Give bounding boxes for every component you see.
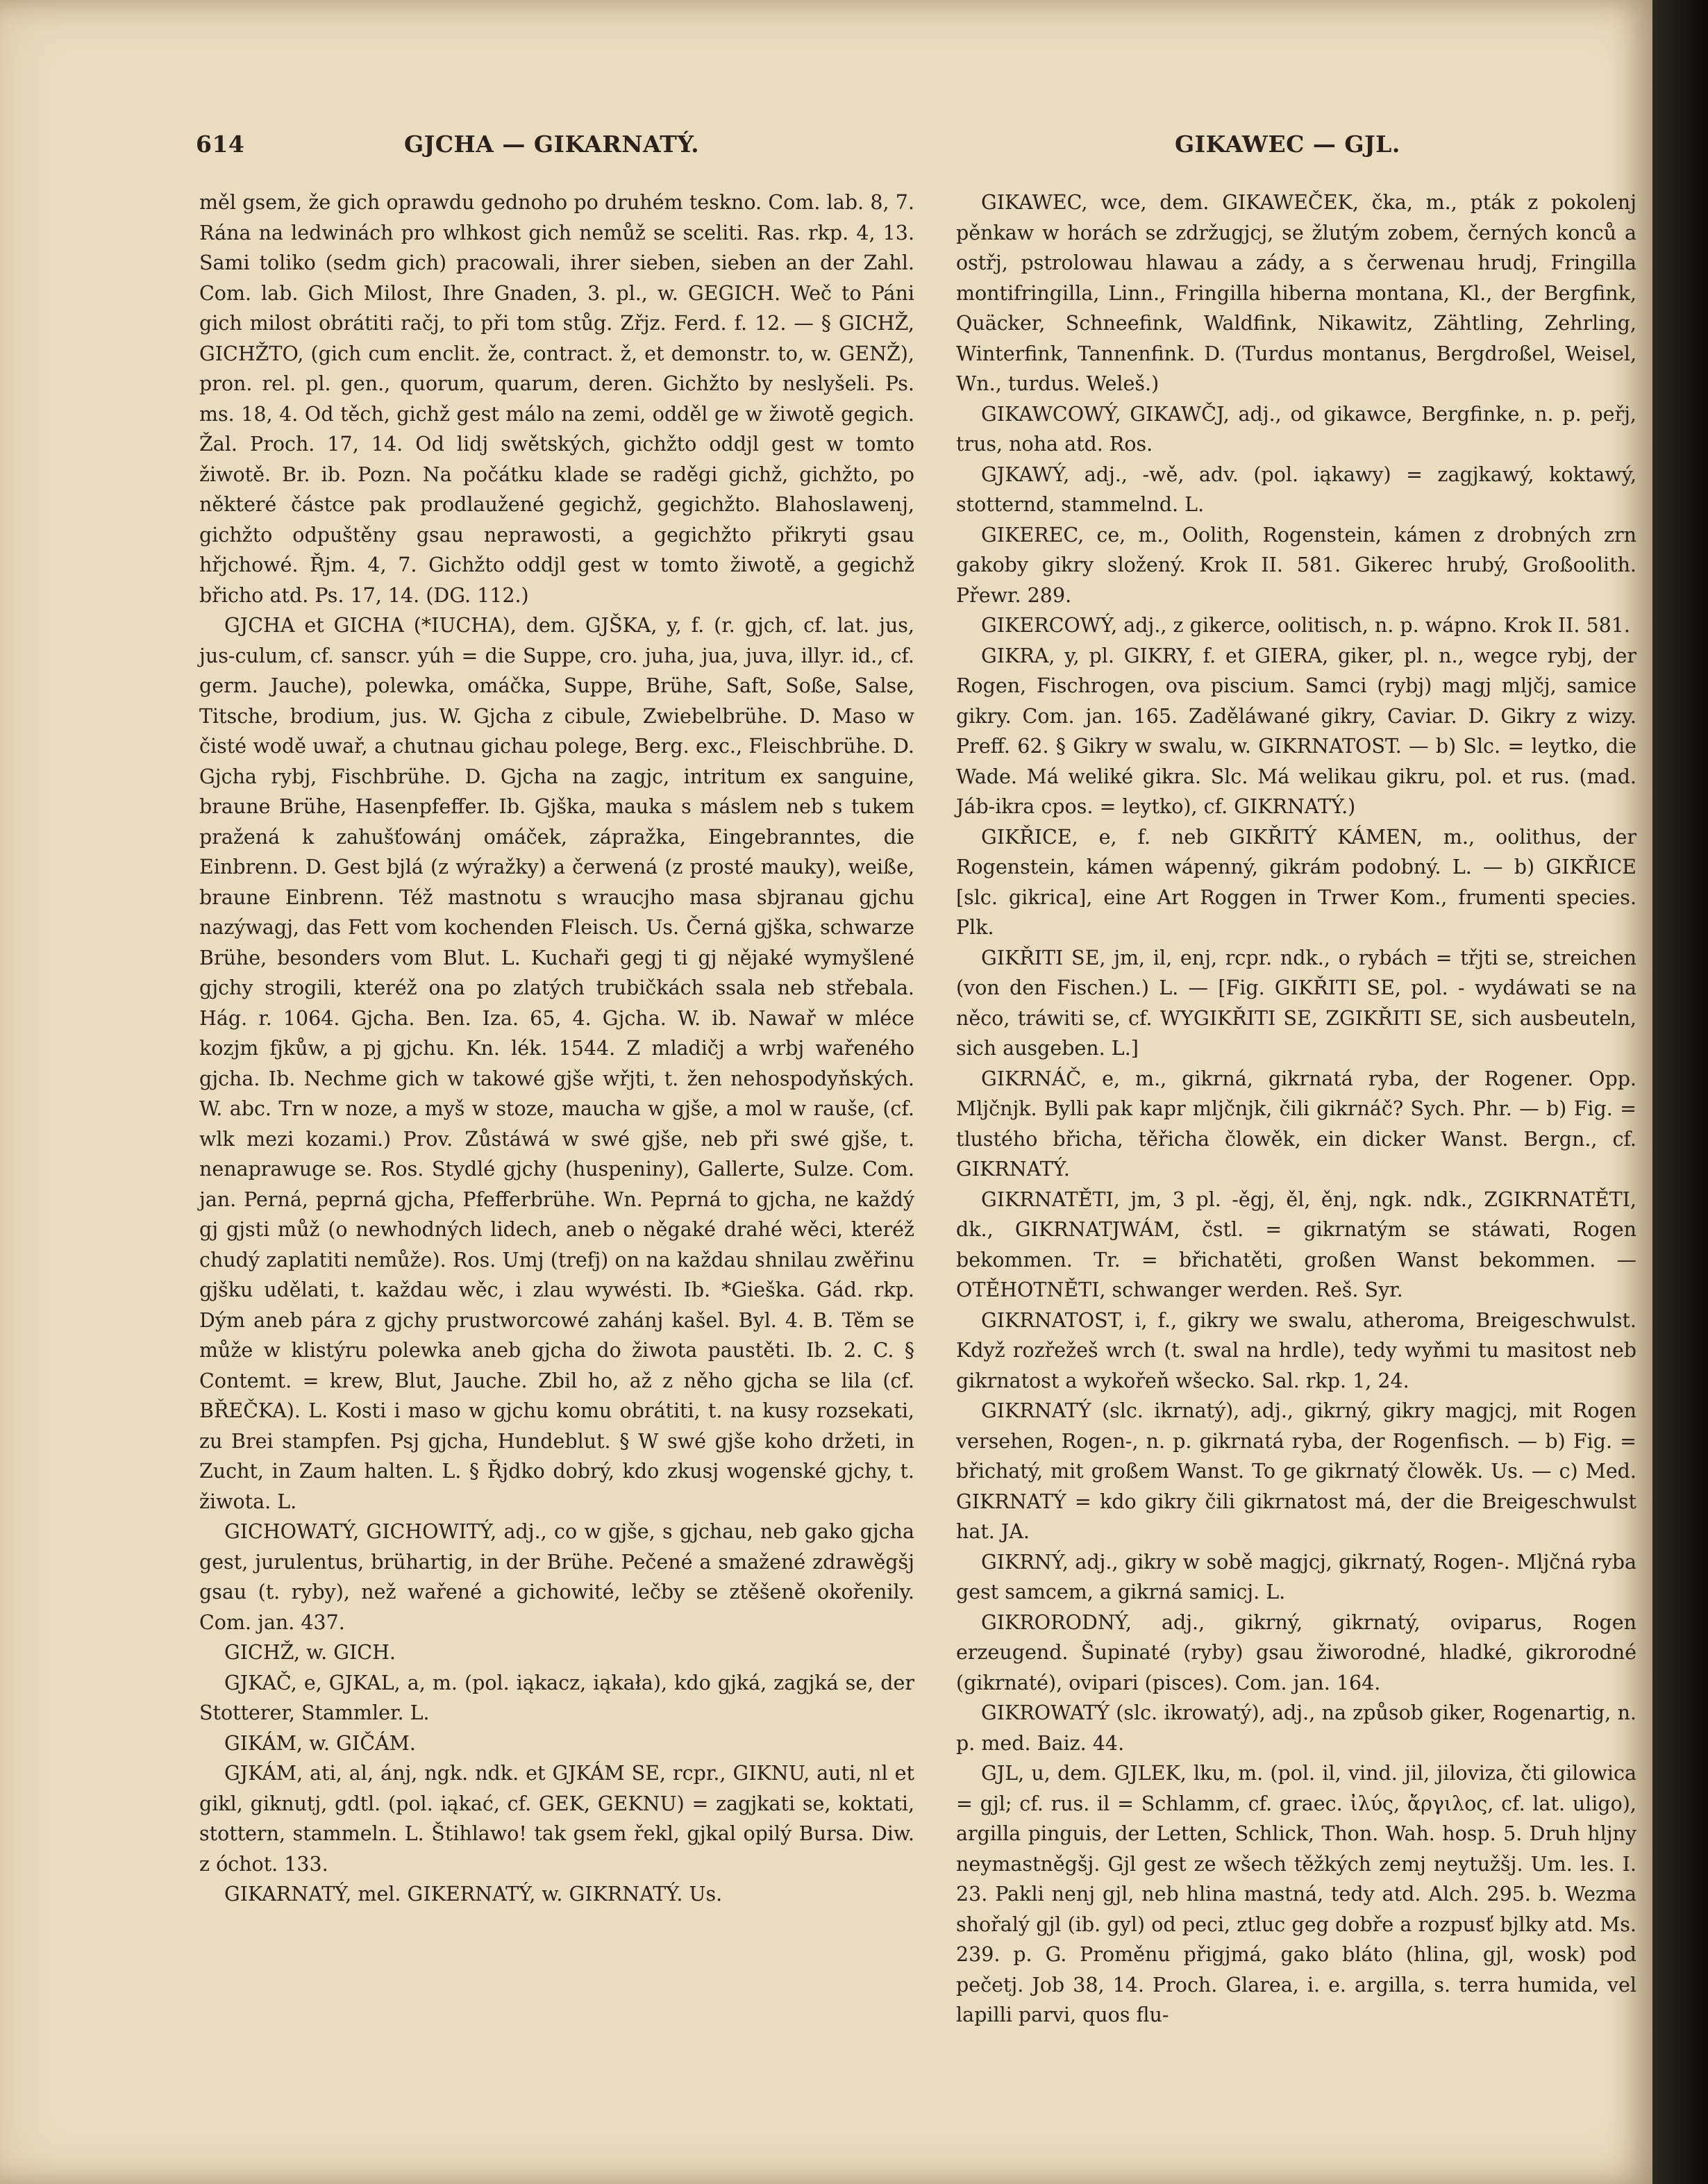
dictionary-entry: GIKERCOWÝ, adj., z gikerce, oolitisch, n. p. wápno. Krok II. 581. (981, 614, 1630, 637)
dictionary-entry: GIKÁM, w. GIČÁM. (224, 1731, 416, 1755)
dictionary-entry: GIKRNATĚTI, jm, 3 pl. -ěgj, ěl, ěnj, ngk. ndk., ZGIKRNATĚTI, dk., GIKRNATJWÁM, čstl. = gikrnatým se stáwati, Rogen bekommen. Tr. = břichatěti, großen Wanst bekommen. — OTĚHOTNĚTI, schwanger werden. Reš. Syr. (956, 1187, 1636, 1301)
page-number: 614 (196, 131, 245, 158)
dictionary-entry: GICHOWATÝ, GICHOWITÝ, adj., co w gjše, s gjchau, neb gako gjcha gest, jurulentus, brühartig, in der Brühe. Pečené a smažené zdrawěgšj gsau (t. ryby), než wařené a gichowité, lečby se ztěšeně okořenily. Com. jan. 437. (199, 1520, 914, 1634)
dictionary-entry: GIKŘITI SE, jm, il, enj, rcpr. ndk., o rybách = třjti se, streichen (von den Fischen.) L. — [Fig. GIKŘITI SE, pol. - wydáwati se na něco, tráwiti se, cf. WYGIKŘITI SE, ZGIKŘITI SE, sich ausbeuteln, sich ausgeben. L.] (956, 946, 1636, 1060)
dictionary-entry: GIKŘICE, e, f. neb GIKŘITÝ KÁMEN, m., oolithus, der Rogenstein, kámen wápenný, gikrám podobný. L. — b) GIKŘICE [slc. gikrica], eine Art Roggen in Trwer Kom., frumenti species. Plk. (956, 825, 1636, 939)
dictionary-entry: GIKAWCOWÝ, GIKAWČJ, adj., od gikawce, Bergfinke, n. p. peřj, trus, noha atd. Ros. (956, 402, 1636, 456)
dictionary-entry: GICHŽ, w. GICH. (224, 1641, 396, 1664)
dictionary-entry: GIKRA, y, pl. GIKRY, f. et GIERA, giker, pl. n., wegce rybj, der Rogen, Fischrogen, ova piscium. Samci (rybj) magj mljčj, samice gikry. Com. jan. 165. Zaděláwané gikry, Caviar. D. Gikry z wizy. Preff. 62. § Gikry w swalu, w. GIKRNATOST. — b) Slc. = leytko, die Wade. Má weliké gikra. Slc. Má welikau gikru, pol. et rus. (mad. Jáb-ikra cpos. = leytko), cf. GIKRNATÝ.) (956, 644, 1636, 818)
dictionary-entry: GJKAWÝ, adj., -wě, adv. (pol. iąkawy) = zagjkawý, koktawý, stotternd, stammelnd. L. (956, 462, 1636, 516)
dictionary-entry: měl gsem, že gich oprawdu gednoho po druhém teskno. Com. lab. 8, 7. Rána na ledwinách pro wlhkost gich nemůž se sceliti. Ras. rkp. 4, 13. Sami toliko (sedm gich) pracowali, ihrer sieben, sieben an der Zahl. Com. lab. Gich Milost, Ihre Gnaden, 3. pl., w. GEGICH. Weč to Páni gich milost obrátiti račj, to při tom stůg. Zřjz. Ferd. f. 12. — § GICHŽ, GICHŽTO, (gich cum enclit. že, contract. ž, et demonstr. to, w. GENŽ), pron. rel. pl. gen., quorum, quarum, deren. Gichžto by neslyšeli. Ps. ms. 18, 4. Od těch, gichž gest málo na zemi, odděl ge w žiwotě gegich. Žal. Proch. 17, 14. Od lidj swětských, gichžto oddjl gest w tomto žiwotě. Br. ib. Pozn. Na počátku klade se raděgi gichž, gichžto, po některé částce pak prodlaužené gegichž, gegichžto. Blahoslawenj, gichžto odpuštěny gsau neprawosti, a gegichžto přikryti gsau hřjchowé. Řjm. 4, 7. Gichžto oddjl gest w tomto žiwotě, a gegichž břicho atd. Ps. 17, 14. (DG. 112.) (199, 191, 914, 607)
right-column (956, 187, 1636, 2031)
right-running-head: GIKAWEC — GJL. (1175, 131, 1400, 158)
dictionary-entry: GIKRNATÝ (slc. ikrnatý), adj., gikrný, gikry magjcj, mit Rogen versehen, Rogen-, n. p. gikrnatá ryba, der Rogenfisch. — b) Fig. = břichatý, mit großem Wanst. To ge gikrnatý člowěk. Us. — c) Med. GIKRNATÝ = kdo gikry čili gikrnatost má, der die Breigeschwulst hat. JA. (956, 1399, 1636, 1543)
dictionary-entry: GIKEREC, ce, m., Oolith, Rogenstein, kámen z drobných zrn gakoby gikry složený. Krok II. 581. Gikerec hrubý, Großoolith. Přewr. 289. (956, 523, 1636, 607)
dictionary-entry: GIKRNÝ, adj., gikry w sobě magjcj, gikrnatý, Rogen-. Mljčná ryba gest samcem, a gikrná samicj. L. (956, 1550, 1636, 1603)
dictionary-entry: GIKROWATÝ (slc. ikrowatý), adj., na způsob giker, Rogenartig, n. p. med. Baiz. 44. (956, 1701, 1636, 1755)
dictionary-entry: GIKARNATÝ, mel. GIKERNATÝ, w. GIKRNATÝ. Us. (224, 1883, 723, 1906)
dictionary-entry: GJKÁM, ati, al, ánj, ngk. ndk. et GJKÁM SE, rcpr., GIKNU, auti, nl et gikl, giknutj, gdtl. (pol. iąkać, cf. GEK, GEKNU) = zagjkati se, koktati, stottern, stammeln. L. Štihlawo! tak gsem řekl, gjkal opilý Bursa. Diw. z óchot. 133. (199, 1762, 914, 1876)
dictionary-entry: GIKRNÁČ, e, m., gikrná, gikrnatá ryba, der Rogener. Opp. Mljčnjk. Bylli pak kapr mljčnjk, čili gikrnáč? Sych. Phr. — b) Fig. = tlustého břicha, těřicha člowěk, ein dicker Wanst. Bergn., cf. GIKRNATÝ. (956, 1067, 1636, 1181)
left-column (199, 187, 914, 1910)
dictionary-entry: GIKRNATOST, i, f., gikry we swalu, atheroma, Breigeschwulst. Když rozřežeš wrch (t. swal na hrdle), tedy wyňmi tu masitost neb gikrnatost a wykořeň wšecko. Sal. rkp. 1, 24. (956, 1308, 1636, 1392)
dictionary-entry: GIKRORODNÝ, adj., gikrný, gikrnatý, oviparus, Rogen erzeugend. Šupinaté (ryby) gsau žiworodné, hladké, gikrorodné (gikrnaté), ovipari (pisces). Com. jan. 164. (956, 1610, 1636, 1694)
page-header (196, 131, 1640, 165)
left-running-head: GJCHA — GIKARNATÝ. (404, 131, 700, 158)
dictionary-entry: GJKAČ, e, GJKAL, a, m. (pol. iąkacz, iąkała), kdo gjká, zagjká se, der Stotterer, Stammler. L. (199, 1671, 914, 1724)
dictionary-entry: GJL, u, dem. GJLEK, lku, m. (pol. il, vind. jil, jiloviza, čti gilowica = gjl; cf. rus. il = Schlamm, cf. graec. ἰλύς, ἄργιλος, cf. lat. uligo), argilla pinguis, der Letten, Schlick, Thon. Wah. hosp. 5. Druh hljny neymastněgšj. Gjl gest ze wšech těžkých zemj neytužšj. Um. les. I. 23. Pakli nenj gjl, neb hlina mastná, tedy atd. Alch. 295. b. Wezma shořalý gjl (ib. gyl) od peci, ztluc geg dobře a rozpusť bjlky atd. Ms. 239. p. G. Proměnu přigjmá, gako bláto (hlina, gjl, wosk) pod pečetj. Job 38, 14. Proch. Glarea, i. e. argilla, s. terra humida, vel lapilli parvi, quos flu- (956, 1762, 1636, 2026)
scan-background (1652, 0, 1708, 2184)
dictionary-entry: GIKAWEC, wce, dem. GIKAWEČEK, čka, m., pták z pokolenj pěnkaw w horách se zdržugjcj, se žlutým zobem, černých konců a ostřj, pstrolowau hlawau a zády, a s čerwenau hrudj, Fringilla montifringilla, Linn., Fringilla hiberna montana, Kl., der Bergfink, Quäcker, Schneefink, Waldfink, Nikawitz, Zähtling, Zehrling, Winterfink, Tannenfink. D. (Turdus montanus, Bergdroßel, Weisel, Wn., turdus. Weleš.) (956, 191, 1636, 395)
dictionary-entry: GJCHA et GICHA (*IUCHA), dem. GJŠKA, y, f. (r. gjch, cf. lat. jus, jus-culum, cf. sanscr. yúh = die Suppe, cro. juha, jua, juva, illyr. id., cf. germ. Jauche), polewka, omáčka, Suppe, Brühe, Saft, Soße, Salse, Titsche, brodium, jus. W. Gjcha z cibule, Zwiebelbrühe. D. Maso w čisté wodě uwař, a chutnau gichau polege, Berg. exc., Fleischbrühe. D. Gjcha rybj, Fischbrühe. D. Gjcha na zagjc, intritum ex sanguine, braune Brühe, Hasenpfeffer. Ib. Gjška, mauka s máslem neb s tukem pražená k zahušťowánj omáček, zápražka, Eingebranntes, die Einbrenn. D. Gest bjlá (z wýražky) a čerwená (z prosté mauky), weiße, braune Einbrenn. Též mastnotu s wraucjho masa sbjranau gjchu nazýwagj, das Fett vom kochenden Fleisch. Us. Černá gjška, schwarze Brühe, besonders vom Blut. L. Kuchaři gegj ti gj nějaké wymyšlené gjchy strogili, kteréž ona po zlatých trubičkách ssala neb střebala. Hág. r. 1064. Gjcha. Ben. Iza. 65, 4. Gjcha. W. ib. Nawař w mléce kozjm fjkůw, a pj gjchu. Kn. lék. 1544. Z mladičj a wrbj wařeného gjcha. Ib. Nechme gich w takowé gjše wřjti, t. žen nehospodyňských. W. abc. Trn w noze, a myš w stoze, maucha w gjše, a mol w rauše, (cf. wlk mezi kozami.) Prov. Zůstáwá w swé gjše, neb při swé gjše, t. nenaprawuge se. Ros. Stydlé gjchy (huspeniny), Gallerte, Sulze. Com. jan. Perná, peprná gjcha, Pfefferbrühe. Wn. Peprná to gjcha, ne každý gj gjsti můž (o newhodných lidech, aneb o něgaké drahé wěci, kteréž chudý zaplatiti nemůže). Ros. Umj (trefj) on na každau shnilau zwěřinu gjšku udělati, t. každau wěc, i zlau wywésti. Ib. *Gieška. Gád. rkp. Dým aneb pára z gjchy prustworcowé zahánj kašel. Byl. 4. B. Těm se může w klistýru polewka aneb gjcha do žiwota paustěti. Ib. 2. C. § Contemt. = krew, Blut, Jauche. Zbil ho, až z něho gjcha se lila (cf. BŘEČKA). L. Kosti i maso w gjchu komu obrátiti, t. na kusy rozsekati, zu Brei stampfen. Psj gjcha, Hundeblut. § W swé gjše koho držeti, in Zucht, in Zaum halten. L. § Řjdko dobrý, kdo zkusj wogenské gjchy, t. žiwota. L. (199, 614, 914, 1513)
